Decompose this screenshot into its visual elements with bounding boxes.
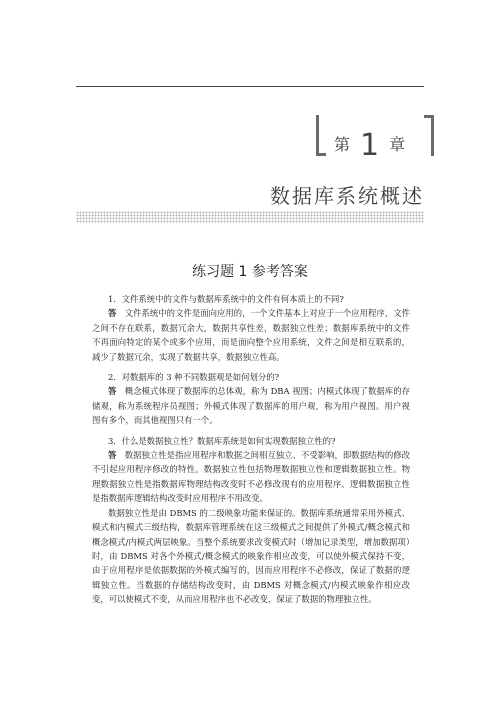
chapter-bracket-left	[316, 115, 326, 156]
chapter-bracket-right	[424, 115, 434, 156]
answer-3-continuation: 数据独立性是由 DBMS 的二级映象功能来保证的。数据库系统通常采用外模式、模式和内模式三级结构，数据库管理系统在这三级模式之间提供了外模式/概念模式和概念模式/内模式两层映象。当整个系统要求改变模式时（增加记录类型，增加数据项）时，由 DBMS 对各个外模式/概念模式的映象作相应改变，可以使外模式保持不变，由于应用程序是依据数据的外模式编写的，因而应用程序不必修改，保证了数据的逻辑独立性。当数据的存储结构改变时，由 DBMS 对概念模式/内模式映象作相应改变，可以使模式不变，从而应用程序也不必改变，保证了数据的物理独立性。	[92, 507, 410, 605]
chapter-title: 数据库系统概述	[270, 184, 424, 208]
answer-2	[92, 384, 410, 427]
chapter-number: 1	[360, 128, 381, 163]
section-title: 练习题 1 参考答案	[192, 264, 308, 280]
chapter-suffix: 章	[389, 135, 407, 154]
answer-1-text: 文件系统中的文件是面向应用的，一个文件基本上对应于一个应用程序，文件之间不存在联系，数据冗余大，数据共享性差，数据独立性差；数据库系统中的文件不再面向特定的某个或多个应用，而是面向整个应用系统，文件之间是相互联系的，减少了数据冗余，实现了数据共享，数据独立性高。	[92, 308, 410, 362]
question-2: 2．对数据库的 3 种不同数据观是如何划分的?	[107, 372, 280, 383]
question-3: 3．什么是数据独立性？数据库系统是如何实现数据独立性的?	[107, 435, 336, 446]
header-rule	[76, 86, 424, 87]
answer-marker: 答	[107, 386, 117, 397]
answer-2-text: 概念模式体现了数据库的总体观，称为 DBA 视图；内模式体现了数据库的存储观，称为系统程序员视图；外模式体现了数据库的用户观，称为用户视图。用户视图有多个，而其他视图只有一个。	[92, 386, 410, 426]
decorative-dot-band	[76, 211, 424, 223]
answer-marker: 答	[107, 450, 117, 461]
chapter-label	[334, 123, 407, 163]
answer-1	[92, 306, 410, 364]
answer-3-text: 数据独立性是指应用程序和数据之间相互独立、不受影响，即数据结构的修改不引起应用程序修改的特性。数据独立性包括物理数据独立性和逻辑数据独立性。物理数据独立性是指数据库物理结构改变时不必修改现有的应用程序。逻辑数据独立性是指数据库逻辑结构改变时应用程序不用改变。	[92, 450, 410, 504]
chapter-heading	[316, 113, 434, 163]
answer-3	[92, 448, 410, 506]
question-1: 1．文件系统中的文件与数据库系统中的文件有何本质上的不同?	[107, 294, 344, 304]
answer-body	[92, 292, 410, 607]
answer-marker: 答	[107, 308, 117, 319]
chapter-prefix: 第	[334, 135, 352, 154]
